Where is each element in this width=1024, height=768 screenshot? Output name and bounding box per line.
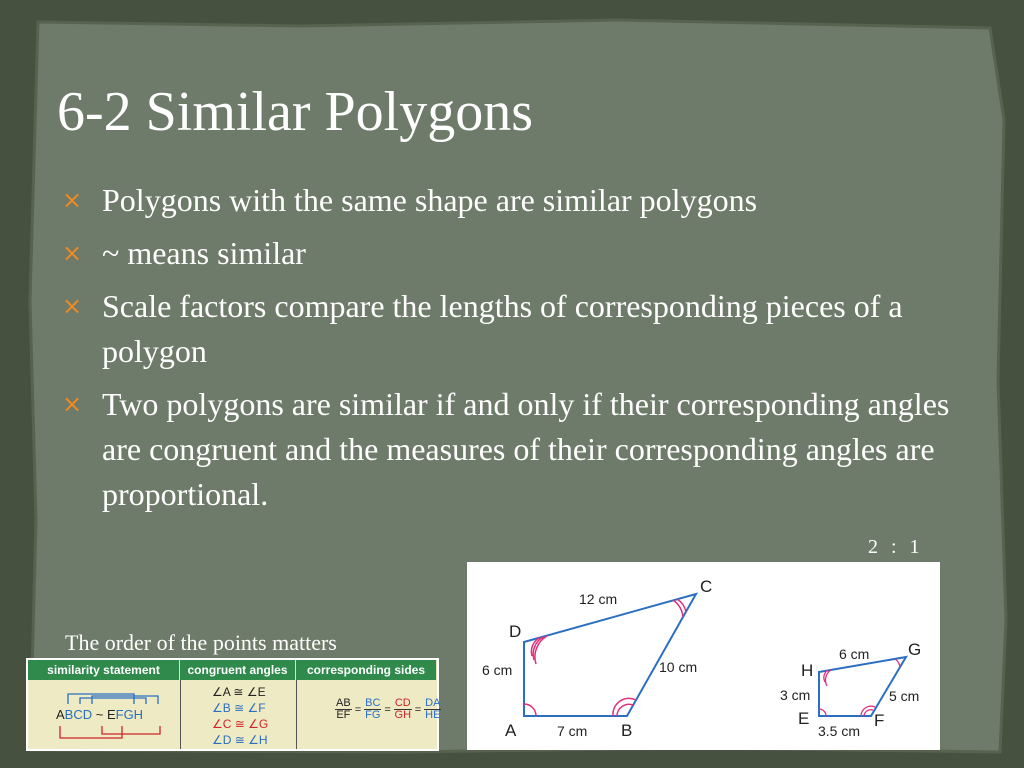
polygons-svg: [467, 562, 940, 750]
large-angle-arcs: [524, 599, 686, 716]
order-note: The order of the points matters: [65, 630, 337, 655]
side-bc-label: 10 cm: [659, 659, 698, 675]
bullet-x-icon: ×: [62, 292, 83, 320]
bullet-item: × ~ means similar: [62, 231, 972, 276]
similarity-table: [26, 658, 439, 751]
bullet-item: × Two polygons are similar if and only if their corresponding angles are congruent and the measures of their corresponding angles are proportional.: [62, 382, 972, 517]
vertex-g: G: [908, 640, 922, 659]
table-header: [28, 660, 437, 680]
divider: [180, 680, 181, 749]
side-ratios: $\frac{AB}{EF}$ = $\frac{BC}{FG}$ = $\frac{CD}{GH}$ = $\frac{DA}{HE}$: [336, 697, 441, 721]
vertex-b: B: [621, 721, 633, 740]
side-fg-label: 5 cm: [889, 688, 920, 704]
header-corresponding-sides: corresponding sides: [296, 660, 437, 680]
bullet-x-icon: ×: [62, 390, 83, 418]
angle-row: ∠D ≅ ∠H: [212, 733, 268, 747]
vertex-c: C: [700, 577, 713, 596]
vertex-h: H: [801, 661, 814, 680]
vertex-f: F: [874, 711, 885, 730]
similar-polygons-figure: [467, 562, 940, 750]
vertex-a: A: [505, 721, 517, 740]
scale-ratio: 2 : 1: [868, 536, 924, 558]
side-ratio: $\frac{BC}{FG}$: [365, 697, 381, 721]
bullet-item: × Polygons with the same shape are similar polygons: [62, 178, 972, 223]
side-ratio: $\frac{DA}{HE}$: [425, 697, 441, 721]
angle-row: ∠C ≅ ∠G: [212, 717, 269, 731]
angle-row: ∠A ≅ ∠E: [212, 685, 266, 699]
congruent-angles-list: [206, 684, 300, 748]
small-quadrilateral: [819, 657, 906, 716]
vertex-e: E: [798, 709, 810, 728]
bullet-item: × Scale factors compare the lengths of corresponding pieces of a polygon: [62, 284, 972, 374]
bullet-x-icon: ×: [62, 239, 83, 267]
side-ratio: $\frac{CD}{GH}$: [394, 697, 412, 721]
large-quadrilateral: [524, 594, 696, 716]
side-ef-label: 3.5 cm: [818, 723, 861, 739]
side-dc-label: 12 cm: [579, 591, 618, 607]
angle-row: ∠B ≅ ∠F: [212, 701, 266, 715]
side-he-label: 3 cm: [780, 687, 811, 703]
header-similarity-statement: similarity statement: [28, 660, 180, 680]
side-hg-label: 6 cm: [839, 646, 870, 662]
header-congruent-angles: congruent angles: [180, 660, 296, 680]
bullet-list: [62, 178, 972, 525]
vertex-d: D: [509, 622, 522, 641]
similarity-statement: ABCD ~ EFGH: [56, 707, 144, 722]
bullet-x-icon: ×: [62, 186, 83, 214]
side-da-label: 6 cm: [482, 662, 513, 678]
slide-title: 6-2 Similar Polygons: [57, 81, 534, 143]
side-ratio: $\frac{AB}{EF}$: [336, 697, 351, 721]
side-ab-label: 7 cm: [557, 723, 588, 739]
